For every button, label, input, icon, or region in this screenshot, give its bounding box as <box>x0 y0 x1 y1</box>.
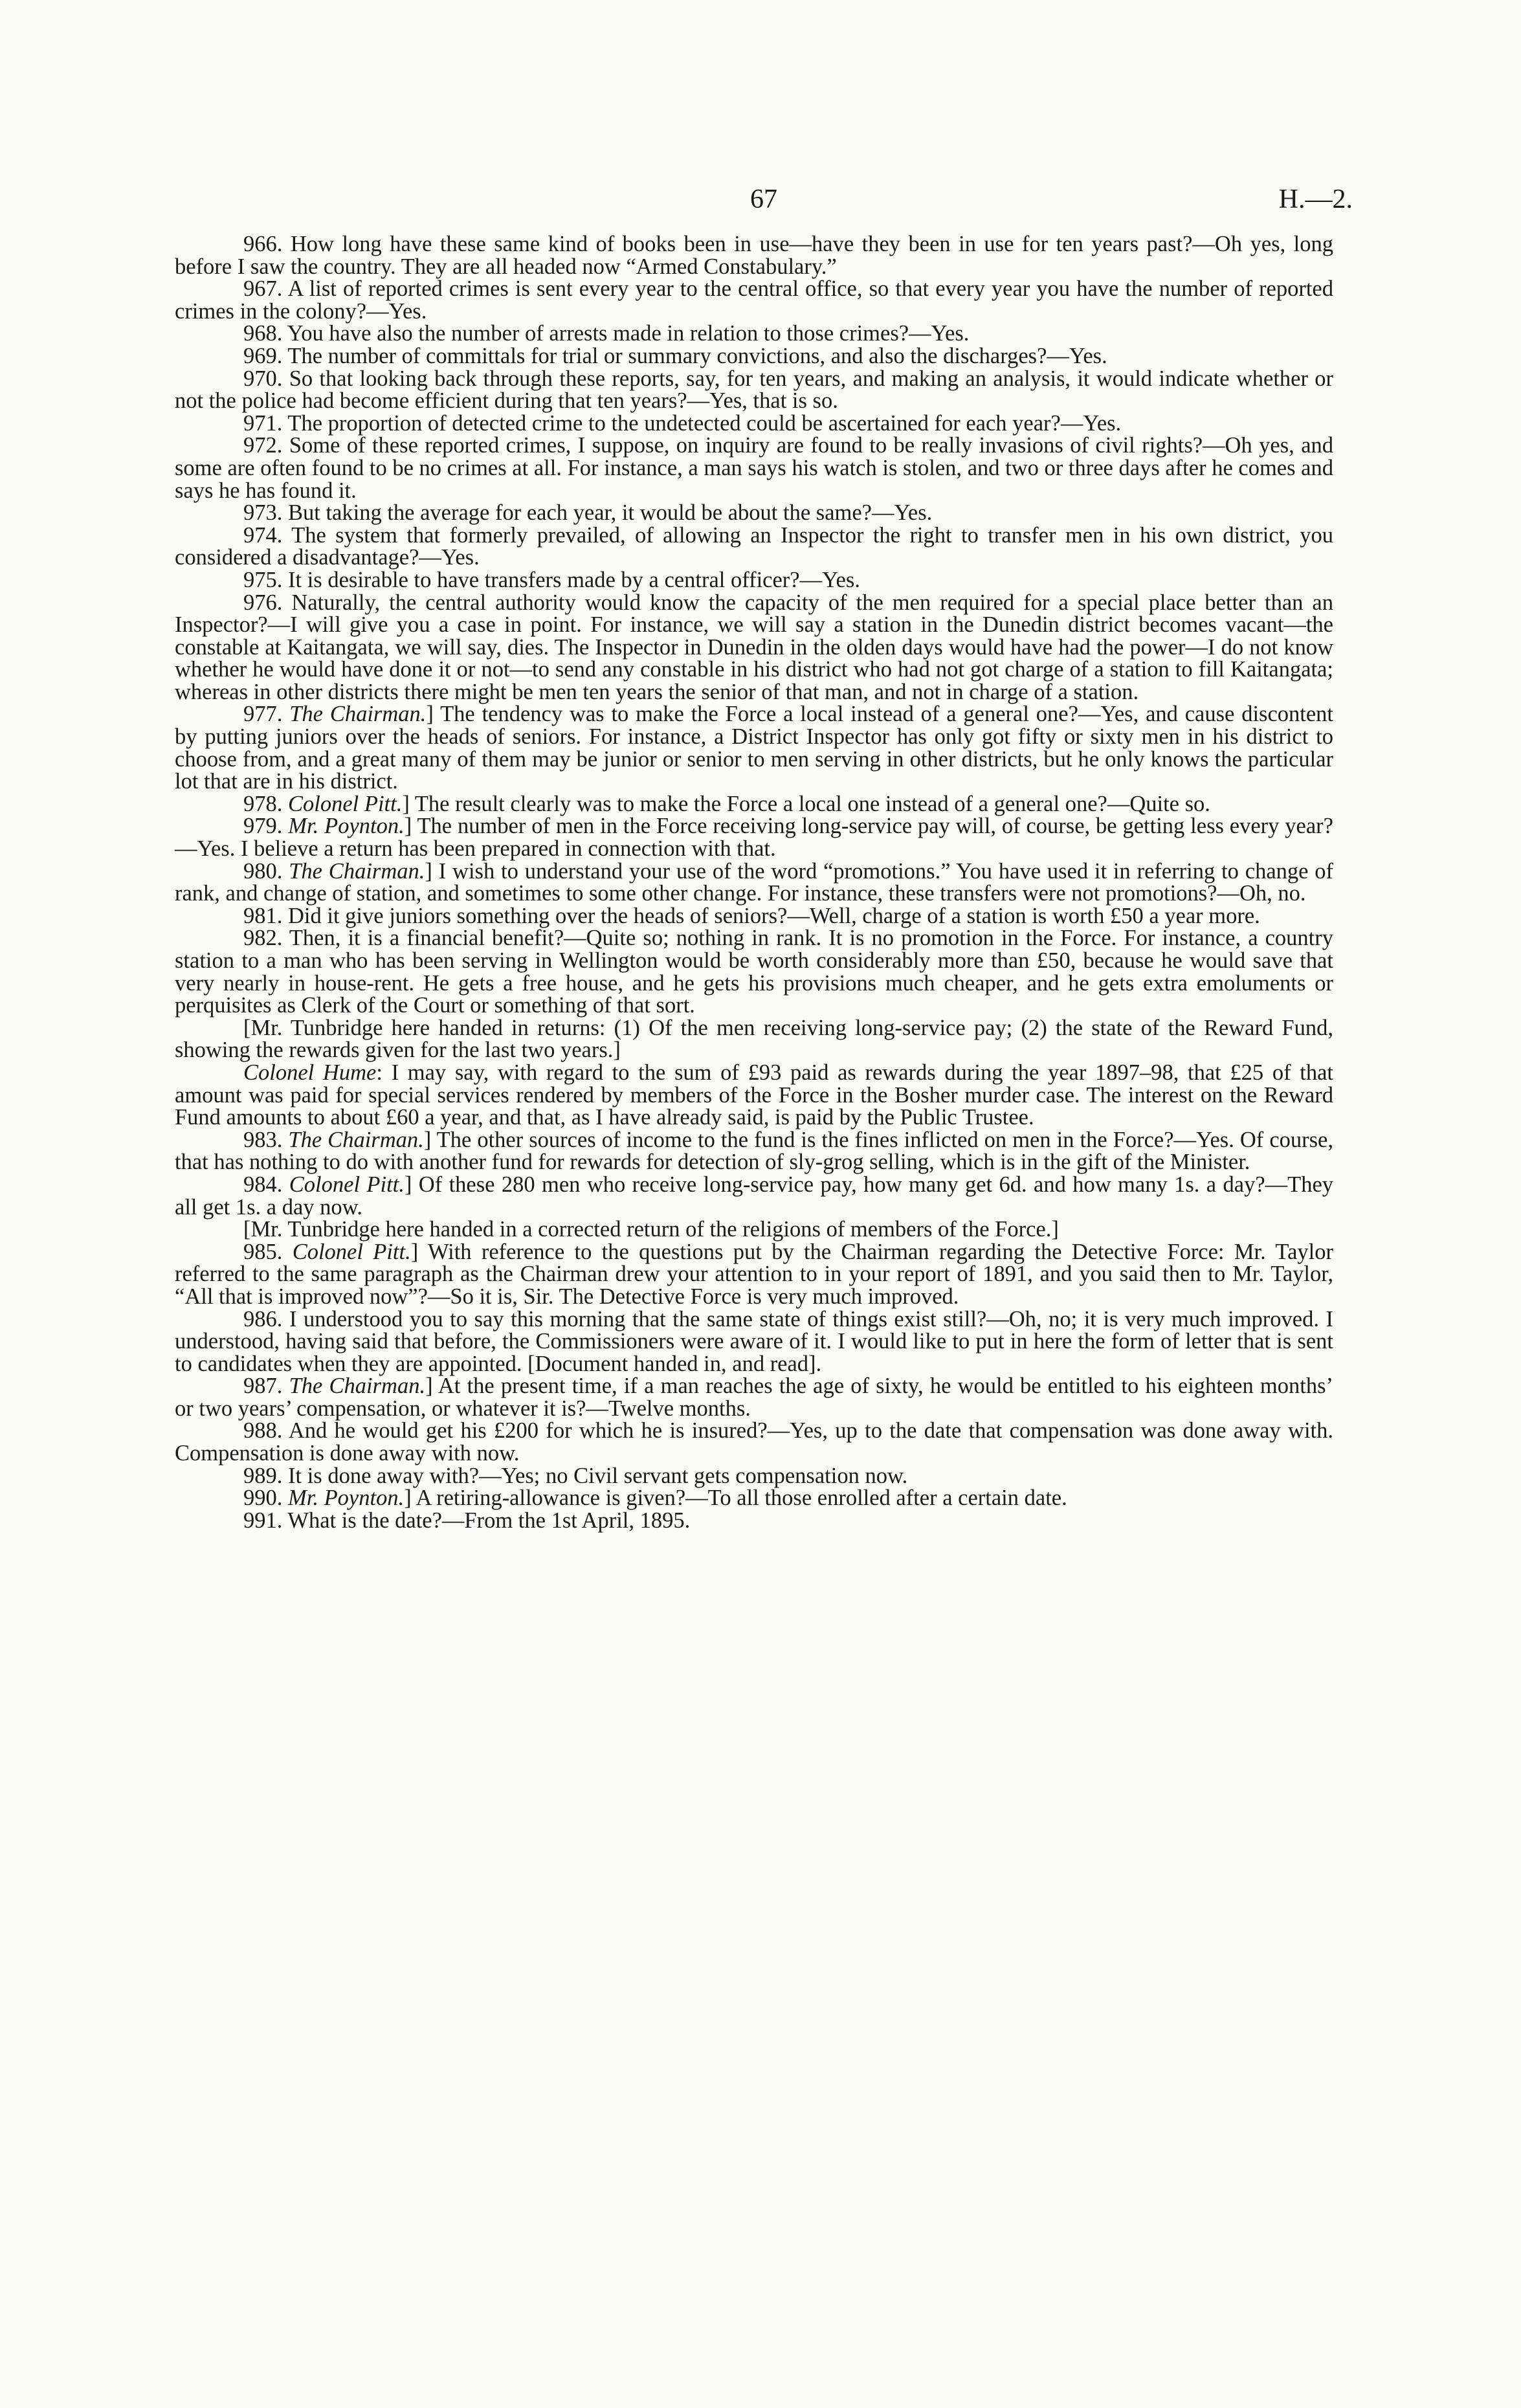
paragraph-989 <box>175 1465 1333 1488</box>
paragraph-990 <box>175 1487 1333 1510</box>
paragraph-number: 973. <box>243 500 283 526</box>
speaker-name: The Chairman. <box>289 702 427 727</box>
paragraph-974 <box>175 524 1333 569</box>
paragraph-981 <box>175 905 1333 928</box>
paragraph-text: A retiring-allowance is given?—To all those enrolled after a certain date. <box>416 1486 1067 1511</box>
document-reference: H.—2. <box>1278 184 1353 214</box>
paragraph-text: But taking the average for each year, it would be about the same?—Yes. <box>288 500 933 526</box>
speaker-name: Colonel Hume <box>243 1060 377 1085</box>
paragraph-number: 974. <box>243 522 283 548</box>
paragraph-text: How long have these same kind of books been in use—have they been in use for ten years past?—Oh yes, long before I saw the country. They are all headed now “Armed Constabulary.” <box>175 232 1334 279</box>
paragraph-975 <box>175 569 1333 592</box>
paragraph-number: 971. <box>243 410 283 436</box>
paragraph-number: 985. <box>243 1239 283 1264</box>
paragraph-number: 991. <box>243 1508 283 1533</box>
paragraph-985 <box>175 1241 1333 1308</box>
paragraph-text: A list of reported crimes is sent every year to the central office, so that every year you have the number of reported crimes in the colony?—Yes. <box>175 276 1333 324</box>
paragraph-number: 980. <box>243 858 283 884</box>
paragraph-text: The tendency was to make the Force a local instead of a general one?—Yes, and cause discontent by putting juniors over the heads of seniors. For instance, a District Inspector has only got fifty or sixty men in his district to choose from, and a great many of them may be junior or senior to men serving in other districts, but he only knows the particular lot that are in his district. <box>175 702 1333 794</box>
paragraph-note-religions <box>175 1218 1333 1241</box>
paragraph-967 <box>175 278 1333 322</box>
speaker-name: The Chairman. <box>288 1127 424 1152</box>
paragraph-982 <box>175 927 1333 1016</box>
paragraph-977 <box>175 703 1333 792</box>
paragraph-number: 976. <box>243 590 283 615</box>
paragraph-number: 989. <box>243 1463 283 1488</box>
paragraph-text: The number of men in the Force receiving long-service pay will, of course, be getting less every year?—Yes. I believe a return has been prepared in connection with that. <box>175 814 1333 862</box>
paragraph-number: 968. <box>243 321 283 346</box>
paragraph-983 <box>175 1129 1333 1174</box>
speaker-name: Colonel Pitt. <box>292 1239 411 1264</box>
paragraph-966 <box>175 233 1333 278</box>
speaker-name: The Chairman. <box>289 1374 426 1399</box>
speaker-separator: ] <box>425 858 432 884</box>
page-header <box>175 180 1353 219</box>
speaker-separator: ] <box>404 814 412 839</box>
paragraph-number: 986. <box>243 1306 283 1332</box>
paragraph-991 <box>175 1510 1333 1532</box>
speaker-name: Mr. Poynton. <box>288 814 405 839</box>
paragraph-978 <box>175 793 1333 816</box>
paragraph-number: 990. <box>243 1486 283 1511</box>
paragraph-text: You have also the number of arrests made in relation to those crimes?—Yes. <box>287 321 970 346</box>
speaker-separator: ] <box>423 1127 432 1152</box>
speaker-separator: ] <box>410 1239 419 1264</box>
paragraph-text: With reference to the questions put by the Chairman regarding the Detective Force: Mr. Taylor referred to the same paragraph as the Chairman drew your attention to in your report of 1891, and you said then to Mr. Taylor, “All that is improved now”?—So it is, Sir. The Detective Force is very much improved. <box>175 1239 1333 1309</box>
paragraph-text: I wish to understand your use of the word “promotions.” You have used it in referring to change of rank, and change of station, and sometimes to some other change. For instance, these transfers were not promotions?—Oh, no. <box>175 858 1334 906</box>
paragraph-number: 967. <box>243 276 283 302</box>
paragraph-text: And he would get his £200 for which he is insured?—Yes, up to the date that compensation was done away with. Compensation is done away with now. <box>175 1418 1333 1466</box>
paragraph-number: 979. <box>243 814 283 839</box>
paragraph-number: 984. <box>243 1172 283 1197</box>
speaker-name: Mr. Poynton. <box>288 1486 405 1511</box>
paragraph-986 <box>175 1308 1333 1376</box>
paragraph-text: Then, it is a financial benefit?—Quite so; nothing in rank. It is no promotion in the Force. For instance, a country station to a man who has been serving in Wellington would be worth considerably more than £50, because he would save that very nearly in house-rent. He gets a free house, and he gets his provisions much cheaper, and he gets extra emoluments or perquisites as Clerk of the Court or something of that sort. <box>175 926 1333 1018</box>
paragraph-970 <box>175 368 1333 412</box>
paragraph-text: I understood you to say this morning that the same state of things exist still?—Oh, no; it is very much improved. I understood, having said that before, the Commissioners were aware of it. I would like to put in here the form of letter that is sent to candidates when they are appointed. [Document handed in, and read]. <box>175 1306 1333 1376</box>
paragraph-972 <box>175 434 1333 502</box>
paragraph-number: 970. <box>243 366 283 391</box>
paragraph-colonel-hume <box>175 1062 1333 1129</box>
paragraph-number: 982. <box>243 926 283 951</box>
paragraph-text: What is the date?—From the 1st April, 1895. <box>287 1508 691 1533</box>
paragraph-text: The number of committals for trial or summary convictions, and also the discharges?—Yes. <box>287 343 1107 368</box>
paragraph-text: I may say, with regard to the sum of £93 paid as rewards during the year 1897–98, that £25 of that amount was paid for special services rendered by members of the Force in the Bosher murder case. The interest on the Reward Fund amounts to about £60 a year, and that, as I have already said, is paid by the Public Trustee. <box>175 1060 1334 1130</box>
paragraph-976 <box>175 592 1333 704</box>
paragraph-number: 966. <box>243 232 283 256</box>
document-body <box>175 233 1333 1532</box>
paragraph-text: [Mr. Tunbridge here handed in a corrected return of the religions of members of the Force.] <box>243 1217 1059 1242</box>
speaker-separator: ] <box>402 791 410 816</box>
paragraph-number: 972. <box>243 433 283 458</box>
paragraph-980 <box>175 860 1333 905</box>
speaker-separator: ] <box>404 1172 412 1197</box>
paragraph-note-returns <box>175 1017 1333 1062</box>
paragraph-968 <box>175 322 1333 345</box>
paragraph-text: [Mr. Tunbridge here handed in returns: (1) Of the men receiving long-service pay; (2) the state of the Reward Fund, showing the rewards given for the last two years.] <box>175 1015 1333 1063</box>
paragraph-number: 987. <box>243 1374 283 1399</box>
paragraph-987 <box>175 1375 1333 1420</box>
paragraph-text: So that looking back through these reports, say, for ten years, and making an analysis, it would indicate whether or not the police had become efficient during that ten years?—Yes, that is so. <box>175 366 1334 414</box>
paragraph-number: 978. <box>243 791 283 816</box>
paragraph-number: 969. <box>243 343 283 368</box>
paragraph-973 <box>175 502 1333 524</box>
paragraph-number: 975. <box>243 567 283 592</box>
paragraph-text: It is done away with?—Yes; no Civil servant gets compensation now. <box>288 1463 908 1488</box>
paragraph-text: Naturally, the central authority would know the capacity of the men required for a special place better than an Inspector?—I will give you a case in point. For instance, we will say a station in the Dunedin district becomes vacant—the constable at Kaitangata, we will say, dies. The Inspector in Dunedin in the olden days would have had the power—I do not know whether he would have done it or not—to send any constable in his district who had not got charge of a station to fill Kaitangata; whereas in other districts there might be men ten years the senior of that man, and not in charge of a station. <box>175 590 1333 704</box>
speaker-name: Colonel Pitt. <box>289 1172 405 1197</box>
paragraph-text: The proportion of detected crime to the undetected could be ascertained for each year?—Yes. <box>287 410 1122 436</box>
speaker-separator: ] <box>404 1486 412 1511</box>
paragraph-984 <box>175 1174 1333 1218</box>
speaker-name: Colonel Pitt. <box>288 791 403 816</box>
paragraph-text: The result clearly was to make the Force a local one instead of a general one?—Quite so. <box>414 791 1210 816</box>
speaker-separator: ] <box>425 1374 433 1399</box>
paragraph-text: Of these 280 men who receive long-service pay, how many get 6d. and how many 1s. a day?—They all get 1s. a day now. <box>175 1172 1334 1220</box>
paragraph-text: Some of these reported crimes, I suppose, on inquiry are found to be really invasions of civil rights?—Oh yes, and some are often found to be no crimes at all. For instance, a man says his watch is stolen, and two or three days after he comes and says he has found it. <box>175 433 1334 503</box>
paragraph-text: It is desirable to have transfers made by a central officer?—Yes. <box>288 567 860 592</box>
paragraph-text: The system that formerly prevailed, of allowing an Inspector the right to transfer men in his own district, you considered a disadvantage?—Yes. <box>175 522 1333 570</box>
speaker-name: The Chairman. <box>289 858 425 884</box>
paragraph-969 <box>175 345 1333 368</box>
paragraph-text: The other sources of income to the fund is the fines inflicted on men in the Force?—Yes. Of course, that has nothing to do with another fund for rewards for detection of sly-grog selling, which is in the gift of the Minister. <box>175 1127 1333 1175</box>
speaker-separator: ] <box>426 702 434 727</box>
paragraph-number: 988. <box>243 1418 283 1444</box>
paragraph-text: Did it give juniors something over the heads of seniors?—Well, charge of a station is worth £50 a year more. <box>288 903 1260 928</box>
paragraph-number: 977. <box>243 702 283 727</box>
paragraph-number: 983. <box>243 1127 283 1152</box>
page-number: 67 <box>750 184 777 214</box>
paragraph-text: At the present time, if a man reaches the age of sixty, he would be entitled to his eighteen months’ or two years’ compensation, or whatever it is?—Twelve months. <box>175 1374 1334 1421</box>
paragraph-988 <box>175 1420 1333 1464</box>
paragraph-number: 981. <box>243 903 283 928</box>
paragraph-971 <box>175 412 1333 435</box>
paragraph-979 <box>175 815 1333 860</box>
speaker-separator: : <box>376 1060 383 1085</box>
